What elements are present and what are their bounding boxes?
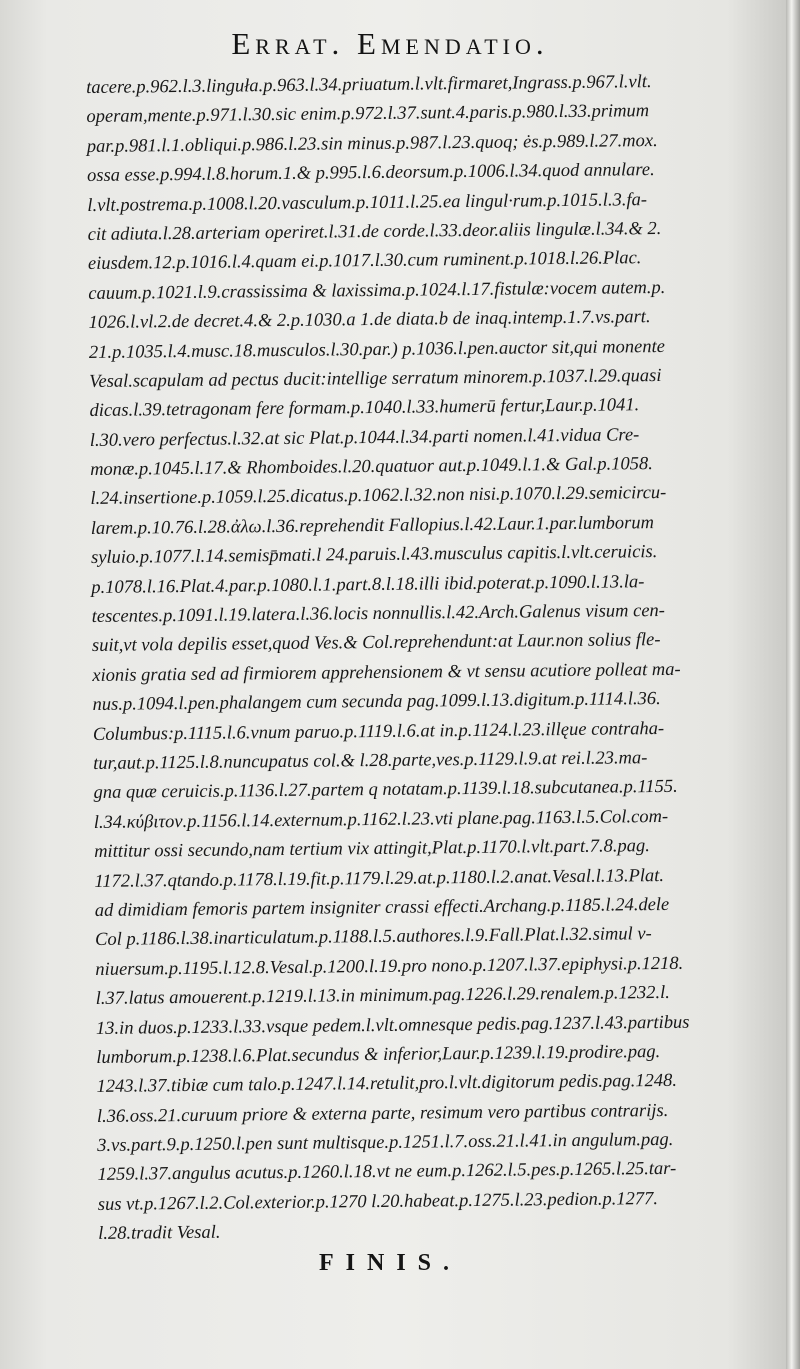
errata-line: 3.vs.part.9.p.1250.l.pen sunt multisque.p.1251.l.7.oss.21.l.41.in angulum.pag. bbox=[97, 1129, 674, 1157]
errata-text-block bbox=[86, 67, 788, 1250]
errata-line: ossa esse.p.994.l.8.horum.1.& p.995.l.6.deorsum.p.1006.l.34.quod annulare. bbox=[86, 160, 655, 187]
errata-line: 21.p.1035.l.4.musc.18.musculos.l.30.par.) p.1036.l.pen.auctor sit,qui monente bbox=[88, 336, 666, 363]
errata-line: par.p.981.l.1.obliqui.p.986.l.23.sin minus.p.987.l.23.quoq; ės.p.989.l.27.mox. bbox=[86, 130, 658, 157]
errata-line: monæ.p.1045.l.17.& Rhomboides.l.20.quatuor aut.p.1049.l.1.& Gal.p.1058. bbox=[90, 454, 653, 481]
errata-line: larem.p.10.76.l.28.ἀλω.l.36.reprehendit Fallopius.l.42.Laur.1.par.lumborum bbox=[90, 512, 655, 539]
errata-line: mittitur ossi secundo,nam tertium vix attingit,Plat.p.1170.l.vlt.part.7.8.pag. bbox=[94, 836, 650, 863]
errata-line: l.28.tradit Vesal. bbox=[98, 1222, 221, 1245]
errata-line: lumborum.p.1238.l.6.Plat.secundus & inferior,Laur.p.1239.l.19.prodire.pag. bbox=[96, 1041, 661, 1068]
errata-line: operam,mente.p.971.l.30.sic enim.p.972.l.37.sunt.4.paris.p.980.l.33.primum bbox=[86, 101, 650, 128]
errata-line: tescentes.p.1091.l.19.latera.l.36.locis nonnullis.l.42.Arch.Galenus visum cen- bbox=[91, 600, 666, 628]
errata-line: 1243.l.37.tibiæ cum talo.p.1247.l.14.retulit,pro.l.vlt.digitorum pedis.pag.1248. bbox=[96, 1071, 678, 1098]
errata-line: suit,vt vola depilis esset,quod Ves.& Col.reprehendunt:at Laur.non solius fle- bbox=[91, 630, 661, 657]
page-edge bbox=[786, 0, 800, 1369]
running-header: Errat. Emendatio. bbox=[231, 26, 549, 61]
errata-line: Vesal.scapulam ad pectus ducit:intellige serratum minorem.p.1037.l.29.quasi bbox=[89, 365, 662, 392]
errata-line: 1026.l.vl.2.de decret.4.& 2.p.1030.a 1.de diata.b de inaq.intemp.1.7.vs.part. bbox=[88, 307, 651, 334]
errata-line: l.24.insertione.p.1059.l.25.dicatus.p.1062.l.32.non nisi.p.1070.l.29.semicircu- bbox=[90, 483, 667, 510]
errata-line: l.34.κύβιτον.p.1156.l.14.externum.p.1162.l.23.vti plane.pag.1163.l.5.Col.com- bbox=[93, 806, 669, 833]
errata-line: nus.p.1094.l.pen.phalangem cum secunda pag.1099.l.13.digitum.p.1114.l.36. bbox=[92, 689, 661, 716]
errata-line: l.30.vero perfectus.l.32.at sic Plat.p.1044.l.34.parti nomen.l.41.vidua Cre- bbox=[89, 424, 640, 451]
finis-colophon: FINIS. bbox=[318, 1250, 462, 1276]
errata-line: tacere.p.962.l.3.linguła.p.963.l.34.priuatum.l.vlt.firmaret,Ingrass.p.967.l.vlt. bbox=[86, 72, 652, 98]
errata-line: l.36.oss.21.curuum priore & externa parte, resimum vero partibus contrarijs. bbox=[96, 1100, 669, 1127]
errata-line: gna quæ ceruicis.p.1136.l.27.partem q notatam.p.1139.l.18.subcutanea.p.1155. bbox=[93, 777, 678, 804]
errata-line: Col p.1186.l.38.inarticulatum.p.1188.l.5.authores.l.9.Fall.Plat.l.32.simul v- bbox=[94, 924, 652, 951]
errata-line: 1172.l.37.qtando.p.1178.l.19.fit.p.1179.l.29.at.p.1180.l.2.anat.Vesal.l.13.Plat. bbox=[94, 865, 665, 892]
errata-line: syluio.p.1077.l.14.semisp̄mati.l 24.paruis.l.43.musculus capitis.l.vlt.ceruicis. bbox=[90, 542, 658, 569]
errata-line: 13.in duos.p.1233.l.33.vsque pedem.l.vlt.omnesque pedis.pag.1237.l.43.partibus bbox=[95, 1012, 690, 1039]
errata-line: l.37.latus amouerent.p.1219.l.13.in minimum.pag.1226.l.29.renalem.p.1232.l. bbox=[95, 983, 670, 1010]
errata-line: cauum.p.1021.l.9.crassissima & laxissima.p.1024.l.17.fistulæ:vocem autem.p. bbox=[88, 277, 666, 304]
errata-line: ad dimidiam femoris partem insigniter crassi effecti.Archang.p.1185.l.24.dele bbox=[94, 894, 670, 921]
errata-line: sus vt.p.1267.l.2.Col.exterior.p.1270 l.20.habeat.p.1275.l.23.pedion.p.1277. bbox=[97, 1188, 659, 1215]
errata-line: xionis gratia sed ad firmiorem apprehensionem & vt sensu acutiore polleat ma- bbox=[92, 659, 681, 686]
errata-line: dicas.l.39.tetragonam fere formam.p.1040.l.33.humerū fertur,Laur.p.1041. bbox=[89, 395, 640, 422]
errata-line: niuersum.p.1195.l.12.8.Vesal.p.1200.l.19.pro nono.p.1207.l.37.epiphysi.p.1218. bbox=[95, 953, 684, 980]
errata-line: p.1078.l.16.Plat.4.par.p.1080.l.1.part.8.l.18.illi ibid.poterat.p.1090.l.13.la- bbox=[91, 571, 645, 598]
errata-line: 1259.l.37.angulus acutus.p.1260.l.18.vt ne eum.p.1262.l.5.pes.p.1265.l.25.tar- bbox=[97, 1159, 677, 1186]
errata-line: cit adiuta.l.28.arteriam operiret.l.31.de corde.l.33.deor.aliis lingulæ.l.34.& 2. bbox=[87, 218, 662, 245]
errata-line: eiusdem.12.p.1016.l.4.quam ei.p.1017.l.30.cum ruminent.p.1018.l.26.Plac. bbox=[87, 248, 642, 275]
errata-line: Columbus:p.1115.l.6.vnum paruo.p.1119.l.6.at in.p.1124.l.23.illęue contraha- bbox=[92, 718, 665, 745]
errata-line: tur,aut.p.1125.l.8.nuncupatus col.& l.28.parte,ves.p.1129.l.9.at rei.l.23.ma- bbox=[93, 748, 648, 774]
errata-line: l.vlt.postrema.p.1008.l.20.vasculum.p.1011.l.25.ea lingul·rum.p.1015.l.3.fa- bbox=[87, 189, 648, 216]
